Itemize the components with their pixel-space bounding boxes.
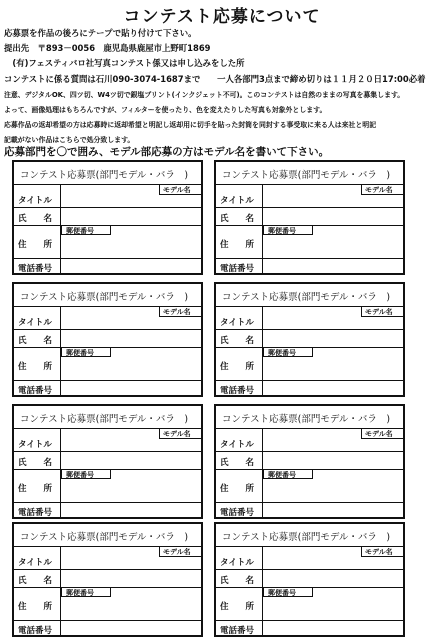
model-name-label-box [361, 307, 405, 317]
title-label[interactable]: タイトル [18, 318, 52, 328]
divider [14, 502, 201, 503]
name-label[interactable]: 氏 名 [220, 576, 255, 586]
card-title: コンテスト応募票(部門モデル・バラ ) [20, 292, 189, 303]
postal-code-label-box [61, 347, 111, 357]
address-label[interactable]: 住 所 [18, 602, 53, 612]
postal-code-label: 郵便番号 [268, 589, 296, 597]
entry-form-card-4 [214, 282, 405, 397]
card-title: コンテスト応募票(部門モデル・バラ ) [20, 170, 189, 181]
entry-form-card-8 [214, 522, 405, 637]
title-label[interactable]: タイトル [220, 558, 254, 568]
instruction-text: 応募部門を〇で囲み、モデル部応募の方はモデル名を書いて下さい。 [4, 146, 330, 158]
postal-code-label-box [263, 347, 313, 357]
info-line-attach: 応募票を作品の後ろにテープで貼り付けて下さい。 [4, 28, 197, 38]
info-line-no-filter: よって、画像処理はもちろんですが、フィルターを使ったり、色を変えたりした写真も対象外とします。 [4, 106, 327, 114]
card-title: コンテスト応募票(部門モデル・バラ ) [222, 292, 391, 303]
card-title: コンテスト応募票(部門モデル・バラ ) [222, 532, 391, 543]
divider [216, 380, 403, 381]
postal-code-label: 郵便番号 [268, 471, 296, 479]
title-label[interactable]: タイトル [18, 558, 52, 568]
title-label[interactable]: タイトル [220, 440, 254, 450]
phone-label[interactable]: 電話番号 [18, 508, 53, 518]
model-name-label: モデル名 [365, 430, 393, 438]
address-label[interactable]: 住 所 [220, 484, 255, 494]
card-title: コンテスト応募票(部門モデル・バラ ) [222, 170, 391, 181]
postal-code-label: 郵便番号 [268, 227, 296, 235]
info-line-contact-deadline: コンテストに係る質問は石川090-3074-1687まで 一人各部門3点まで締め切りは１１月２０日17:00必着 [4, 74, 426, 84]
model-name-label-box [361, 429, 405, 439]
divider [14, 569, 201, 570]
phone-label[interactable]: 電話番号 [220, 508, 255, 518]
address-label[interactable]: 住 所 [18, 362, 53, 372]
postal-code-label: 郵便番号 [268, 349, 296, 357]
divider [216, 620, 403, 621]
page-title: コンテスト応募について [123, 7, 321, 27]
entry-form-card-7 [12, 522, 203, 637]
card-title: コンテスト応募票(部門モデル・バラ ) [222, 414, 391, 425]
postal-code-label-box [61, 225, 111, 235]
address-label[interactable]: 住 所 [18, 484, 53, 494]
divider [14, 258, 201, 259]
title-label[interactable]: タイトル [18, 440, 52, 450]
title-label[interactable]: タイトル [18, 196, 52, 206]
divider [216, 451, 403, 452]
title-label[interactable]: タイトル [220, 318, 254, 328]
divider [216, 569, 403, 570]
phone-label[interactable]: 電話番号 [18, 264, 53, 274]
info-line-notice: 注意、デジタルOK、四ツ切、W4ツ切で銀塩プリント(インクジェット不可)。このコンテストは自然のままの写真を募集します。 [4, 91, 405, 99]
model-name-label-box [159, 185, 203, 195]
postal-code-label: 郵便番号 [66, 471, 94, 479]
address-label[interactable]: 住 所 [220, 240, 255, 250]
divider [14, 451, 201, 452]
divider [216, 502, 403, 503]
divider [14, 207, 201, 208]
postal-code-label: 郵便番号 [66, 349, 94, 357]
postal-code-label-box [263, 587, 313, 597]
postal-code-label-box [263, 469, 313, 479]
model-name-label: モデル名 [365, 308, 393, 316]
address-label[interactable]: 住 所 [220, 602, 255, 612]
divider [216, 258, 403, 259]
postal-code-label: 郵便番号 [66, 227, 94, 235]
model-name-label: モデル名 [163, 430, 191, 438]
model-name-label-box [159, 429, 203, 439]
divider [216, 329, 403, 330]
divider [216, 207, 403, 208]
address-label[interactable]: 住 所 [18, 240, 53, 250]
address-label[interactable]: 住 所 [220, 362, 255, 372]
phone-label[interactable]: 電話番号 [220, 386, 255, 396]
phone-label[interactable]: 電話番号 [18, 626, 53, 636]
phone-label[interactable]: 電話番号 [18, 386, 53, 396]
postal-code-label-box [61, 469, 111, 479]
model-name-label-box [361, 185, 405, 195]
model-name-label: モデル名 [365, 548, 393, 556]
entry-form-card-5 [12, 404, 203, 519]
model-name-label-box [361, 547, 405, 557]
entry-form-card-1 [12, 160, 203, 275]
divider [14, 380, 201, 381]
title-label[interactable]: タイトル [220, 196, 254, 206]
model-name-label-box [159, 307, 203, 317]
info-line-address: 提出先 〒893－0056 鹿児島県鹿屋市上野町1869 [4, 43, 211, 53]
info-line-disposal: 記載がない作品はこちらで処分致します。 [4, 136, 135, 144]
name-label[interactable]: 氏 名 [18, 336, 53, 346]
entry-form-card-2 [214, 160, 405, 275]
model-name-label: モデル名 [163, 548, 191, 556]
card-title: コンテスト応募票(部門モデル・バラ ) [20, 532, 189, 543]
name-label[interactable]: 氏 名 [18, 458, 53, 468]
model-name-label: モデル名 [365, 186, 393, 194]
name-label[interactable]: 氏 名 [220, 214, 255, 224]
info-line-office: (有)フェスティバロ社写真コンテスト係又は申し込みをした所 [4, 58, 245, 68]
divider [14, 329, 201, 330]
card-title: コンテスト応募票(部門モデル・バラ ) [20, 414, 189, 425]
entry-form-card-3 [12, 282, 203, 397]
divider [14, 620, 201, 621]
postal-code-label-box [61, 587, 111, 597]
name-label[interactable]: 氏 名 [18, 576, 53, 586]
phone-label[interactable]: 電話番号 [220, 264, 255, 274]
entry-form-card-6 [214, 404, 405, 519]
model-name-label-box [159, 547, 203, 557]
model-name-label: モデル名 [163, 186, 191, 194]
postal-code-label: 郵便番号 [66, 589, 94, 597]
name-label[interactable]: 氏 名 [18, 214, 53, 224]
model-name-label: モデル名 [163, 308, 191, 316]
postal-code-label-box [263, 225, 313, 235]
phone-label[interactable]: 電話番号 [220, 626, 255, 636]
name-label[interactable]: 氏 名 [220, 458, 255, 468]
name-label[interactable]: 氏 名 [220, 336, 255, 346]
info-line-return: 応募作品の返却希望の方は応募時に返却希望と明記し返却用に切手を貼った封筒を同封する事受取に来る人は来社と明記 [4, 121, 377, 129]
